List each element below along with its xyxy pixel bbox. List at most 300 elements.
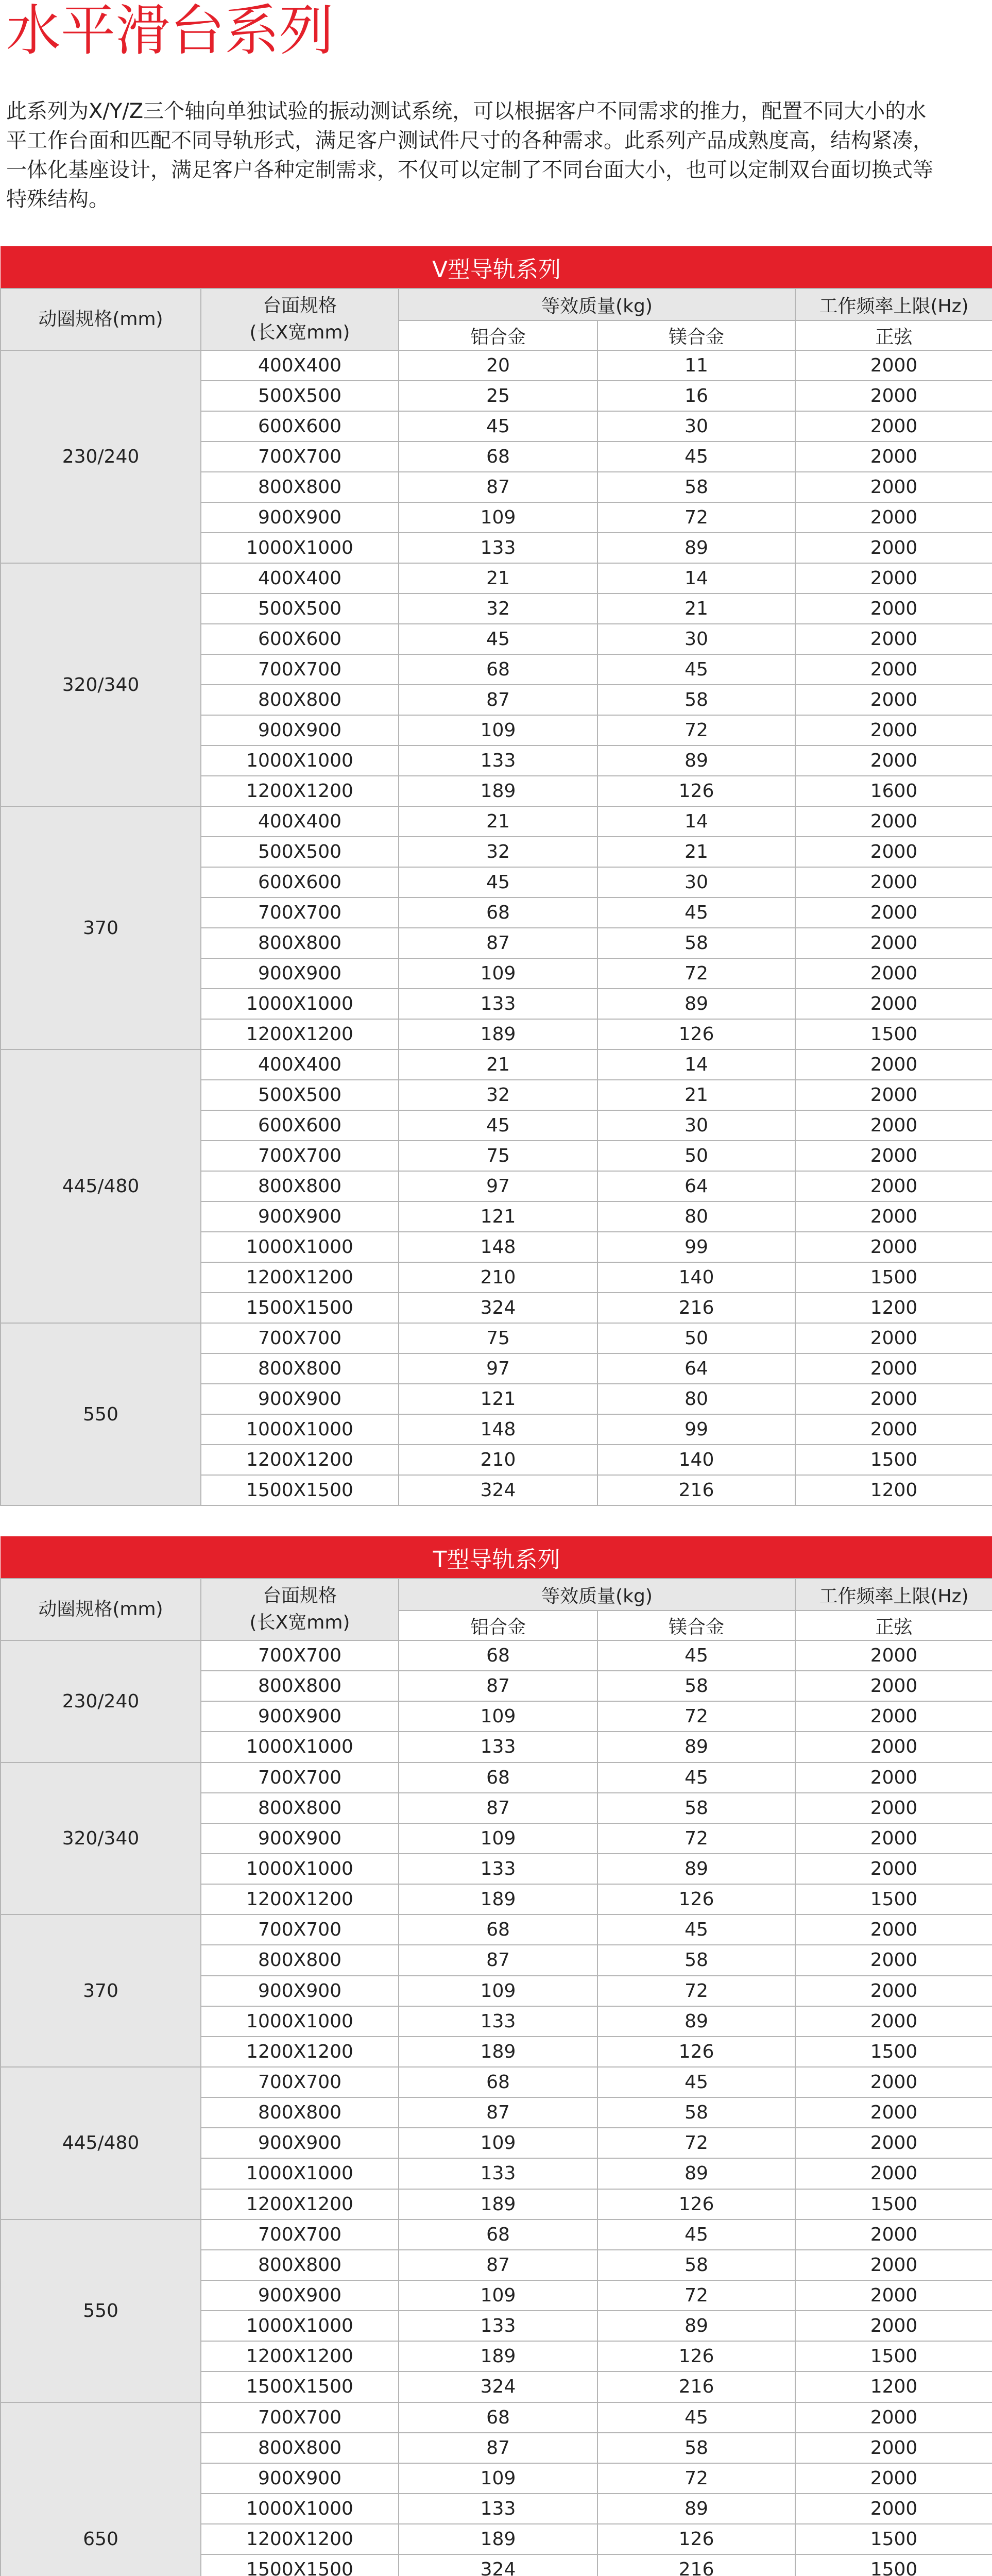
aluminum-mass-cell: 133	[399, 989, 597, 1019]
aluminum-mass-cell: 210	[399, 1262, 597, 1293]
header-sine: 正弦	[795, 320, 992, 350]
magnesium-mass-cell: 99	[597, 1232, 795, 1262]
aluminum-mass-cell: 133	[399, 533, 597, 563]
aluminum-mass-cell: 109	[399, 715, 597, 745]
frequency-cell: 1200	[795, 2371, 992, 2402]
frequency-cell: 2000	[795, 1701, 992, 1732]
header-table-top-line2: (长X宽mm)	[249, 1612, 350, 1633]
table-size-cell: 1200X1200	[201, 2189, 399, 2219]
frequency-cell: 1600	[795, 776, 992, 806]
frequency-cell: 2000	[795, 563, 992, 594]
magnesium-mass-cell: 30	[597, 1110, 795, 1141]
frequency-cell: 2000	[795, 2006, 992, 2037]
frequency-cell: 1200	[795, 1475, 992, 1505]
aluminum-mass-cell: 32	[399, 594, 597, 624]
aluminum-mass-cell: 32	[399, 837, 597, 867]
magnesium-mass-cell: 11	[597, 350, 795, 381]
frequency-cell: 2000	[795, 1171, 992, 1201]
frequency-cell: 2000	[795, 472, 992, 502]
frequency-cell: 1500	[795, 1884, 992, 1914]
magnesium-mass-cell: 45	[597, 897, 795, 928]
magnesium-mass-cell: 14	[597, 563, 795, 594]
magnesium-mass-cell: 50	[597, 1323, 795, 1353]
table-size-cell: 600X600	[201, 1110, 399, 1141]
table-size-cell: 1200X1200	[201, 776, 399, 806]
aluminum-mass-cell: 109	[399, 502, 597, 533]
table-banner-title: V型导轨系列	[1, 246, 992, 289]
table-banner-title: T型导轨系列	[1, 1536, 992, 1579]
table-size-cell: 700X700	[201, 1141, 399, 1171]
magnesium-mass-cell: 58	[597, 2433, 795, 2463]
frequency-cell: 2000	[795, 745, 992, 776]
aluminum-mass-cell: 25	[399, 381, 597, 411]
aluminum-mass-cell: 210	[399, 1445, 597, 1475]
magnesium-mass-cell: 89	[597, 989, 795, 1019]
aluminum-mass-cell: 20	[399, 350, 597, 381]
aluminum-mass-cell: 45	[399, 624, 597, 654]
frequency-cell: 2000	[795, 533, 992, 563]
frequency-cell: 2000	[795, 1732, 992, 1762]
frequency-cell: 2000	[795, 1762, 992, 1793]
table-size-cell: 700X700	[201, 654, 399, 685]
magnesium-mass-cell: 45	[597, 2219, 795, 2250]
aluminum-mass-cell: 87	[399, 685, 597, 715]
aluminum-mass-cell: 87	[399, 1945, 597, 1975]
aluminum-mass-cell: 189	[399, 2037, 597, 2067]
frequency-cell: 1500	[795, 2189, 992, 2219]
aluminum-mass-cell: 87	[399, 928, 597, 958]
aluminum-mass-cell: 75	[399, 1323, 597, 1353]
aluminum-mass-cell: 45	[399, 411, 597, 442]
magnesium-mass-cell: 64	[597, 1353, 795, 1384]
frequency-cell: 2000	[795, 2433, 992, 2463]
aluminum-mass-cell: 68	[399, 442, 597, 472]
table-row	[1, 1914, 992, 1945]
coil-spec-cell: 550	[1, 2219, 201, 2402]
table-size-cell: 1200X1200	[201, 1445, 399, 1475]
header-table-top-spec	[201, 1579, 399, 1640]
magnesium-mass-cell: 89	[597, 2158, 795, 2189]
magnesium-mass-cell: 99	[597, 1414, 795, 1445]
frequency-cell: 2000	[795, 350, 992, 381]
table-size-cell: 1200X1200	[201, 1019, 399, 1049]
frequency-cell: 2000	[795, 1323, 992, 1353]
aluminum-mass-cell: 97	[399, 1171, 597, 1201]
magnesium-mass-cell: 89	[597, 745, 795, 776]
coil-spec-cell: 320/340	[1, 563, 201, 806]
header-aluminum: 铝合金	[399, 320, 597, 350]
aluminum-mass-cell: 68	[399, 1914, 597, 1945]
aluminum-mass-cell: 121	[399, 1201, 597, 1232]
aluminum-mass-cell: 87	[399, 2250, 597, 2280]
header-sine: 正弦	[795, 1611, 992, 1640]
table-size-cell: 700X700	[201, 1914, 399, 1945]
table-size-cell: 1000X1000	[201, 1854, 399, 1884]
table-size-cell: 600X600	[201, 867, 399, 897]
magnesium-mass-cell: 58	[597, 2250, 795, 2280]
frequency-cell: 2000	[795, 867, 992, 897]
table-size-cell: 1500X1500	[201, 2554, 399, 2576]
table-size-cell: 1500X1500	[201, 2371, 399, 2402]
frequency-cell: 2000	[795, 2067, 992, 2097]
magnesium-mass-cell: 21	[597, 1080, 795, 1110]
aluminum-mass-cell: 109	[399, 2280, 597, 2311]
aluminum-mass-cell: 133	[399, 745, 597, 776]
table-size-cell: 700X700	[201, 442, 399, 472]
frequency-cell: 2000	[795, 1201, 992, 1232]
coil-spec-cell: 650	[1, 2402, 201, 2576]
aluminum-mass-cell: 45	[399, 867, 597, 897]
page-title: 水平滑台系列	[6, 0, 334, 62]
table-size-cell: 800X800	[201, 928, 399, 958]
table-size-cell: 900X900	[201, 1823, 399, 1854]
aluminum-mass-cell: 324	[399, 2554, 597, 2576]
magnesium-mass-cell: 21	[597, 837, 795, 867]
table-size-cell: 400X400	[201, 563, 399, 594]
frequency-cell: 2000	[795, 1914, 992, 1945]
magnesium-mass-cell: 72	[597, 715, 795, 745]
aluminum-mass-cell: 133	[399, 1732, 597, 1762]
magnesium-mass-cell: 64	[597, 1171, 795, 1201]
frequency-cell: 1500	[795, 2554, 992, 2576]
table-row	[1, 1762, 992, 1793]
magnesium-mass-cell: 216	[597, 1293, 795, 1323]
aluminum-mass-cell: 109	[399, 1976, 597, 2006]
magnesium-mass-cell: 21	[597, 594, 795, 624]
table-size-cell: 800X800	[201, 2097, 399, 2128]
table-size-cell: 700X700	[201, 1323, 399, 1353]
frequency-cell: 2000	[795, 1640, 992, 1671]
table-size-cell: 1000X1000	[201, 745, 399, 776]
header-coil-spec: 动圈规格(mm)	[1, 289, 201, 350]
magnesium-mass-cell: 126	[597, 1019, 795, 1049]
frequency-cell: 2000	[795, 1110, 992, 1141]
magnesium-mass-cell: 58	[597, 1671, 795, 1701]
magnesium-mass-cell: 16	[597, 381, 795, 411]
table-size-cell: 1000X1000	[201, 2158, 399, 2189]
aluminum-mass-cell: 21	[399, 563, 597, 594]
intro-paragraph	[6, 97, 985, 214]
header-aluminum: 铝合金	[399, 1611, 597, 1640]
table-size-cell: 1200X1200	[201, 2037, 399, 2067]
frequency-cell: 2000	[795, 1384, 992, 1414]
aluminum-mass-cell: 324	[399, 2371, 597, 2402]
frequency-cell: 2000	[795, 2158, 992, 2189]
frequency-cell: 2000	[795, 1976, 992, 2006]
aluminum-mass-cell: 87	[399, 472, 597, 502]
magnesium-mass-cell: 72	[597, 502, 795, 533]
table-row	[1, 806, 992, 837]
aluminum-mass-cell: 133	[399, 2494, 597, 2524]
aluminum-mass-cell: 97	[399, 1353, 597, 1384]
frequency-cell: 1200	[795, 1293, 992, 1323]
table-size-cell: 700X700	[201, 2402, 399, 2433]
magnesium-mass-cell: 45	[597, 442, 795, 472]
header-table-top-line1: 台面规格	[262, 295, 337, 316]
table-size-cell: 1000X1000	[201, 2006, 399, 2037]
table-size-cell: 1200X1200	[201, 2341, 399, 2371]
magnesium-mass-cell: 126	[597, 1884, 795, 1914]
magnesium-mass-cell: 45	[597, 2067, 795, 2097]
coil-spec-cell: 230/240	[1, 350, 201, 563]
table-size-cell: 800X800	[201, 472, 399, 502]
aluminum-mass-cell: 32	[399, 1080, 597, 1110]
magnesium-mass-cell: 126	[597, 2037, 795, 2067]
aluminum-mass-cell: 87	[399, 1793, 597, 1823]
aluminum-mass-cell: 324	[399, 1293, 597, 1323]
frequency-cell: 2000	[795, 2463, 992, 2494]
table-size-cell: 500X500	[201, 381, 399, 411]
magnesium-mass-cell: 140	[597, 1262, 795, 1293]
aluminum-mass-cell: 133	[399, 2006, 597, 2037]
table-size-cell: 900X900	[201, 958, 399, 989]
header-equivalent-mass: 等效质量(kg)	[399, 289, 795, 320]
frequency-cell: 2000	[795, 2250, 992, 2280]
header-magnesium: 镁合金	[597, 1611, 795, 1640]
magnesium-mass-cell: 30	[597, 624, 795, 654]
table-size-cell: 1200X1200	[201, 1262, 399, 1293]
aluminum-mass-cell: 148	[399, 1414, 597, 1445]
table-size-cell: 800X800	[201, 685, 399, 715]
magnesium-mass-cell: 45	[597, 654, 795, 685]
table-row	[1, 350, 992, 381]
coil-spec-cell: 370	[1, 806, 201, 1049]
table-size-cell: 900X900	[201, 502, 399, 533]
table-row	[1, 563, 992, 594]
magnesium-mass-cell: 126	[597, 2189, 795, 2219]
table-row	[1, 1640, 992, 1671]
frequency-cell: 1500	[795, 1445, 992, 1475]
frequency-cell: 2000	[795, 2494, 992, 2524]
table-size-cell: 900X900	[201, 1201, 399, 1232]
aluminum-mass-cell: 109	[399, 2128, 597, 2158]
magnesium-mass-cell: 45	[597, 1762, 795, 1793]
table-size-cell: 800X800	[201, 1945, 399, 1975]
aluminum-mass-cell: 87	[399, 2433, 597, 2463]
coil-spec-cell: 370	[1, 1914, 201, 2067]
v-rail-spec-table	[0, 246, 992, 1506]
magnesium-mass-cell: 89	[597, 2006, 795, 2037]
frequency-cell: 1500	[795, 2524, 992, 2554]
frequency-cell: 2000	[795, 989, 992, 1019]
header-table-top-line2: (长X宽mm)	[249, 322, 350, 343]
table-size-cell: 1000X1000	[201, 2494, 399, 2524]
magnesium-mass-cell: 72	[597, 2463, 795, 2494]
frequency-cell: 2000	[795, 1671, 992, 1701]
magnesium-mass-cell: 89	[597, 533, 795, 563]
table-size-cell: 900X900	[201, 1384, 399, 1414]
aluminum-mass-cell: 109	[399, 1701, 597, 1732]
magnesium-mass-cell: 30	[597, 867, 795, 897]
frequency-cell: 1500	[795, 2341, 992, 2371]
magnesium-mass-cell: 72	[597, 1976, 795, 2006]
table-size-cell: 1200X1200	[201, 1884, 399, 1914]
aluminum-mass-cell: 68	[399, 2219, 597, 2250]
magnesium-mass-cell: 50	[597, 1141, 795, 1171]
table-size-cell: 600X600	[201, 411, 399, 442]
magnesium-mass-cell: 45	[597, 1914, 795, 1945]
header-frequency-limit: 工作频率上限(Hz)	[795, 289, 992, 320]
aluminum-mass-cell: 189	[399, 2524, 597, 2554]
magnesium-mass-cell: 80	[597, 1384, 795, 1414]
intro-line: 此系列为X/Y/Z三个轴向单独试验的振动测试系统，可以根据客户不同需求的推力，配置不同大小的水	[6, 99, 927, 123]
aluminum-mass-cell: 189	[399, 776, 597, 806]
frequency-cell: 2000	[795, 2311, 992, 2341]
aluminum-mass-cell: 75	[399, 1141, 597, 1171]
frequency-cell: 2000	[795, 685, 992, 715]
frequency-cell: 2000	[795, 594, 992, 624]
header-frequency-limit: 工作频率上限(Hz)	[795, 1579, 992, 1611]
frequency-cell: 2000	[795, 1049, 992, 1080]
table-size-cell: 700X700	[201, 1762, 399, 1793]
table-size-cell: 900X900	[201, 2280, 399, 2311]
aluminum-mass-cell: 68	[399, 1762, 597, 1793]
table-size-cell: 1500X1500	[201, 1475, 399, 1505]
table-size-cell: 1000X1000	[201, 1732, 399, 1762]
magnesium-mass-cell: 72	[597, 958, 795, 989]
table-size-cell: 1000X1000	[201, 533, 399, 563]
table-size-cell: 1500X1500	[201, 1293, 399, 1323]
aluminum-mass-cell: 324	[399, 1475, 597, 1505]
frequency-cell: 2000	[795, 1141, 992, 1171]
header-magnesium: 镁合金	[597, 320, 795, 350]
frequency-cell: 2000	[795, 1232, 992, 1262]
magnesium-mass-cell: 58	[597, 1793, 795, 1823]
frequency-cell: 2000	[795, 928, 992, 958]
frequency-cell: 2000	[795, 442, 992, 472]
aluminum-mass-cell: 45	[399, 1110, 597, 1141]
table-size-cell: 800X800	[201, 1353, 399, 1384]
table-size-cell: 800X800	[201, 2250, 399, 2280]
table-size-cell: 800X800	[201, 1671, 399, 1701]
aluminum-mass-cell: 68	[399, 1640, 597, 1671]
frequency-cell: 2000	[795, 2402, 992, 2433]
frequency-cell: 2000	[795, 1793, 992, 1823]
aluminum-mass-cell: 189	[399, 2341, 597, 2371]
magnesium-mass-cell: 216	[597, 2554, 795, 2576]
frequency-cell: 2000	[795, 958, 992, 989]
frequency-cell: 2000	[795, 1823, 992, 1854]
magnesium-mass-cell: 72	[597, 2128, 795, 2158]
aluminum-mass-cell: 189	[399, 1019, 597, 1049]
magnesium-mass-cell: 126	[597, 776, 795, 806]
frequency-cell: 2000	[795, 806, 992, 837]
frequency-cell: 2000	[795, 837, 992, 867]
frequency-cell: 2000	[795, 1353, 992, 1384]
aluminum-mass-cell: 121	[399, 1384, 597, 1414]
aluminum-mass-cell: 21	[399, 1049, 597, 1080]
magnesium-mass-cell: 30	[597, 411, 795, 442]
aluminum-mass-cell: 21	[399, 806, 597, 837]
aluminum-mass-cell: 87	[399, 1671, 597, 1701]
header-equivalent-mass: 等效质量(kg)	[399, 1579, 795, 1611]
magnesium-mass-cell: 140	[597, 1445, 795, 1475]
magnesium-mass-cell: 58	[597, 472, 795, 502]
table-size-cell: 800X800	[201, 1171, 399, 1201]
frequency-cell: 2000	[795, 2128, 992, 2158]
frequency-cell: 2000	[795, 2280, 992, 2311]
frequency-cell: 1500	[795, 2037, 992, 2067]
table-row	[1, 2219, 992, 2250]
magnesium-mass-cell: 58	[597, 2097, 795, 2128]
aluminum-mass-cell: 189	[399, 2189, 597, 2219]
magnesium-mass-cell: 45	[597, 2402, 795, 2433]
table-size-cell: 900X900	[201, 2463, 399, 2494]
table-size-cell: 700X700	[201, 2067, 399, 2097]
magnesium-mass-cell: 89	[597, 1732, 795, 1762]
magnesium-mass-cell: 126	[597, 2524, 795, 2554]
magnesium-mass-cell: 89	[597, 2311, 795, 2341]
magnesium-mass-cell: 72	[597, 1701, 795, 1732]
magnesium-mass-cell: 58	[597, 685, 795, 715]
table-size-cell: 800X800	[201, 2433, 399, 2463]
aluminum-mass-cell: 68	[399, 897, 597, 928]
table-size-cell: 900X900	[201, 715, 399, 745]
aluminum-mass-cell: 68	[399, 654, 597, 685]
aluminum-mass-cell: 148	[399, 1232, 597, 1262]
aluminum-mass-cell: 189	[399, 1884, 597, 1914]
table-size-cell: 1000X1000	[201, 1414, 399, 1445]
aluminum-mass-cell: 109	[399, 1823, 597, 1854]
table-row	[1, 1049, 992, 1080]
magnesium-mass-cell: 14	[597, 1049, 795, 1080]
table-size-cell: 900X900	[201, 2128, 399, 2158]
table-size-cell: 900X900	[201, 1701, 399, 1732]
aluminum-mass-cell: 87	[399, 2097, 597, 2128]
table-size-cell: 700X700	[201, 1640, 399, 1671]
magnesium-mass-cell: 58	[597, 928, 795, 958]
table-size-cell: 700X700	[201, 897, 399, 928]
table-size-cell: 1000X1000	[201, 1232, 399, 1262]
intro-line: 一体化基座设计，满足客户各种定制需求，不仅可以定制了不同台面大小，也可以定制双台面切换式等	[6, 158, 933, 182]
table-size-cell: 1000X1000	[201, 2311, 399, 2341]
magnesium-mass-cell: 216	[597, 2371, 795, 2402]
frequency-cell: 2000	[795, 411, 992, 442]
table-size-cell: 400X400	[201, 806, 399, 837]
magnesium-mass-cell: 58	[597, 1945, 795, 1975]
table-size-cell: 500X500	[201, 1080, 399, 1110]
magnesium-mass-cell: 72	[597, 1823, 795, 1854]
table-size-cell: 700X700	[201, 2219, 399, 2250]
magnesium-mass-cell: 89	[597, 1854, 795, 1884]
frequency-cell: 2000	[795, 624, 992, 654]
frequency-cell: 2000	[795, 1854, 992, 1884]
aluminum-mass-cell: 133	[399, 1854, 597, 1884]
table-size-cell: 400X400	[201, 350, 399, 381]
table-row	[1, 2402, 992, 2433]
frequency-cell: 1500	[795, 1019, 992, 1049]
table-size-cell: 800X800	[201, 1793, 399, 1823]
coil-spec-cell: 445/480	[1, 2067, 201, 2219]
table-row	[1, 2067, 992, 2097]
aluminum-mass-cell: 109	[399, 958, 597, 989]
coil-spec-cell: 230/240	[1, 1640, 201, 1762]
table-size-cell: 500X500	[201, 594, 399, 624]
frequency-cell: 2000	[795, 897, 992, 928]
t-rail-spec-table	[0, 1536, 992, 2576]
header-table-top-spec	[201, 289, 399, 350]
table-size-cell: 1000X1000	[201, 989, 399, 1019]
table-size-cell: 600X600	[201, 624, 399, 654]
aluminum-mass-cell: 68	[399, 2067, 597, 2097]
table-size-cell: 500X500	[201, 837, 399, 867]
coil-spec-cell: 445/480	[1, 1049, 201, 1323]
magnesium-mass-cell: 72	[597, 2280, 795, 2311]
magnesium-mass-cell: 89	[597, 2494, 795, 2524]
magnesium-mass-cell: 14	[597, 806, 795, 837]
aluminum-mass-cell: 133	[399, 2311, 597, 2341]
frequency-cell: 2000	[795, 715, 992, 745]
